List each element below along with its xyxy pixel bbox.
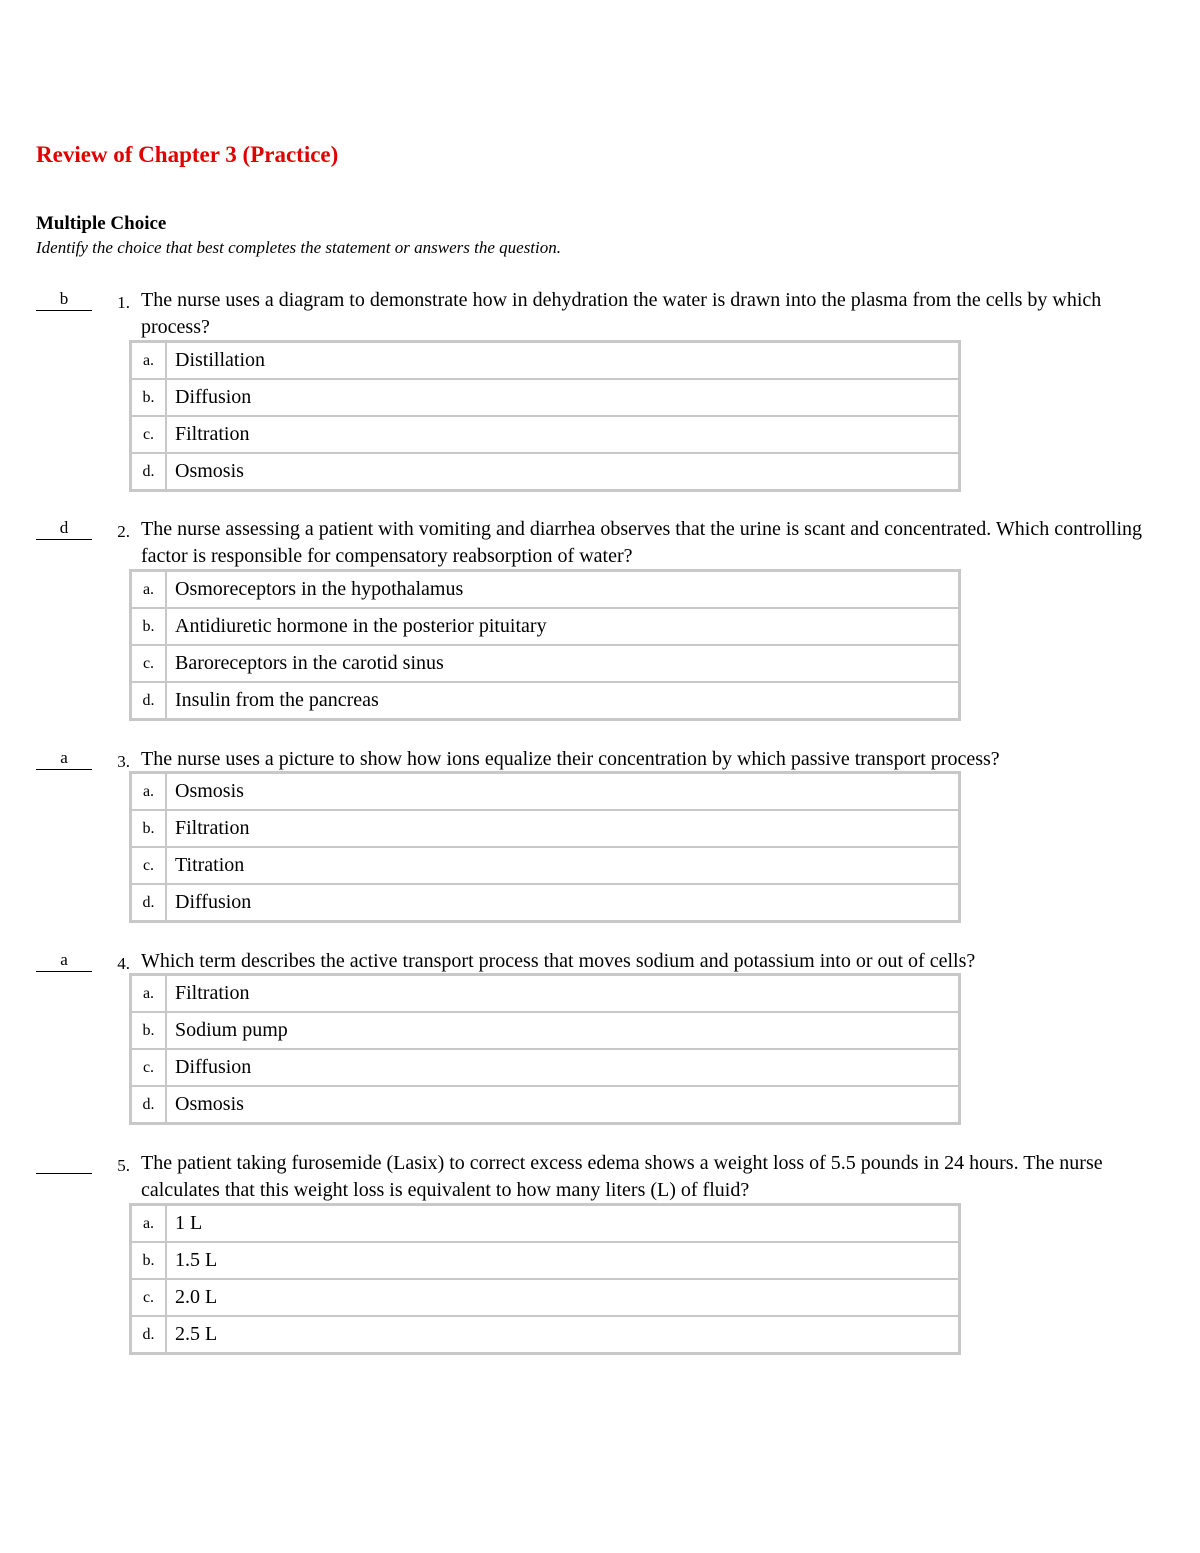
question-text: The nurse assessing a patient with vomiting and diarrhea observes that the urine is scant and concentrated. Which controlling factor is responsible for compensatory reabsorption of water? bbox=[141, 518, 1143, 567]
choice-row[interactable] bbox=[131, 810, 960, 847]
choice-letter: c. bbox=[131, 416, 167, 453]
question-number: 5. bbox=[117, 1156, 130, 1175]
answer-blank[interactable] bbox=[36, 748, 92, 770]
choice-letter: d. bbox=[131, 1316, 167, 1354]
question-number: 3. bbox=[117, 752, 130, 771]
choice-text: 2.0 L bbox=[166, 1279, 960, 1316]
choice-letter: b. bbox=[131, 608, 167, 645]
choice-letter: c. bbox=[131, 1279, 167, 1316]
choice-text: Diffusion bbox=[166, 884, 960, 922]
choices-table bbox=[129, 340, 961, 492]
choice-letter: d. bbox=[131, 1086, 167, 1124]
question-number: 4. bbox=[117, 954, 130, 973]
choice-text: Osmosis bbox=[166, 1086, 960, 1124]
question-number: 1. bbox=[117, 293, 130, 312]
choice-letter: c. bbox=[131, 847, 167, 884]
choices-table bbox=[129, 569, 961, 721]
choice-row[interactable] bbox=[131, 416, 960, 453]
choice-letter: a. bbox=[131, 342, 167, 380]
choice-text: 1.5 L bbox=[166, 1242, 960, 1279]
choice-text: Antidiuretic hormone in the posterior pituitary bbox=[166, 608, 960, 645]
choice-text: Baroreceptors in the carotid sinus bbox=[166, 645, 960, 682]
choice-row[interactable] bbox=[131, 453, 960, 491]
answer-blank[interactable] bbox=[36, 950, 92, 972]
choice-text: Filtration bbox=[166, 810, 960, 847]
choice-text: Filtration bbox=[166, 416, 960, 453]
answer-value: b bbox=[59, 289, 69, 308]
question-number: 2. bbox=[117, 522, 130, 541]
answer-value: a bbox=[60, 748, 68, 767]
choice-text: Titration bbox=[166, 847, 960, 884]
choice-text: Diffusion bbox=[166, 379, 960, 416]
answer-blank[interactable] bbox=[36, 1152, 92, 1174]
choice-letter: b. bbox=[131, 1242, 167, 1279]
choice-text: Distillation bbox=[166, 342, 960, 380]
choice-letter: c. bbox=[131, 1049, 167, 1086]
choice-row[interactable] bbox=[131, 342, 960, 380]
choice-letter: d. bbox=[131, 453, 167, 491]
choice-row[interactable] bbox=[131, 1205, 960, 1243]
choice-row[interactable] bbox=[131, 682, 960, 720]
choice-row[interactable] bbox=[131, 1316, 960, 1354]
section-title: Multiple Choice bbox=[36, 213, 167, 234]
question-text: The patient taking furosemide (Lasix) to correct excess edema shows a weight loss of 5.5 pounds in 24 hours. The nurse calculates that this weight loss is equivalent to how many liters (L) of fluid? bbox=[141, 1152, 1103, 1201]
choice-letter: a. bbox=[131, 975, 167, 1013]
choice-text: Osmosis bbox=[166, 773, 960, 811]
choices-table bbox=[129, 771, 961, 923]
choice-row[interactable] bbox=[131, 379, 960, 416]
choice-row[interactable] bbox=[131, 1242, 960, 1279]
choice-text: Sodium pump bbox=[166, 1012, 960, 1049]
answer-value: d bbox=[59, 518, 69, 537]
choice-text: Insulin from the pancreas bbox=[166, 682, 960, 720]
choice-row[interactable] bbox=[131, 608, 960, 645]
choice-row[interactable] bbox=[131, 1012, 960, 1049]
choice-text: Filtration bbox=[166, 975, 960, 1013]
choice-row[interactable] bbox=[131, 975, 960, 1013]
section-instructions: Identify the choice that best completes the statement or answers the question. bbox=[36, 238, 561, 257]
question-text: Which term describes the active transport process that moves sodium and potassium into or out of cells? bbox=[141, 950, 976, 972]
choice-letter: b. bbox=[131, 379, 167, 416]
choice-text: Osmoreceptors in the hypothalamus bbox=[166, 571, 960, 609]
choice-letter: a. bbox=[131, 1205, 167, 1243]
question-text: The nurse uses a picture to show how ions equalize their concentration by which passive transport process? bbox=[141, 748, 1000, 770]
choice-text: Diffusion bbox=[166, 1049, 960, 1086]
answer-blank[interactable] bbox=[36, 289, 92, 311]
choice-letter: b. bbox=[131, 1012, 167, 1049]
choice-row[interactable] bbox=[131, 571, 960, 609]
choice-row[interactable] bbox=[131, 1049, 960, 1086]
choice-row[interactable] bbox=[131, 1279, 960, 1316]
choice-letter: b. bbox=[131, 810, 167, 847]
choices-table bbox=[129, 1203, 961, 1355]
choice-text: 1 L bbox=[166, 1205, 960, 1243]
choice-letter: a. bbox=[131, 773, 167, 811]
page-title: Review of Chapter 3 (Practice) bbox=[36, 142, 339, 167]
choices-table bbox=[129, 973, 961, 1125]
choice-row[interactable] bbox=[131, 645, 960, 682]
choice-row[interactable] bbox=[131, 773, 960, 811]
choice-letter: d. bbox=[131, 682, 167, 720]
answer-value: a bbox=[60, 950, 68, 969]
answer-blank[interactable] bbox=[36, 518, 92, 540]
choice-row[interactable] bbox=[131, 1086, 960, 1124]
choice-text: Osmosis bbox=[166, 453, 960, 491]
question-text: The nurse uses a diagram to demonstrate how in dehydration the water is drawn into the plasma from the cells by which process? bbox=[141, 289, 1102, 338]
choice-letter: c. bbox=[131, 645, 167, 682]
choice-row[interactable] bbox=[131, 884, 960, 922]
choice-letter: d. bbox=[131, 884, 167, 922]
choice-text: 2.5 L bbox=[166, 1316, 960, 1354]
choice-letter: a. bbox=[131, 571, 167, 609]
choice-row[interactable] bbox=[131, 847, 960, 884]
